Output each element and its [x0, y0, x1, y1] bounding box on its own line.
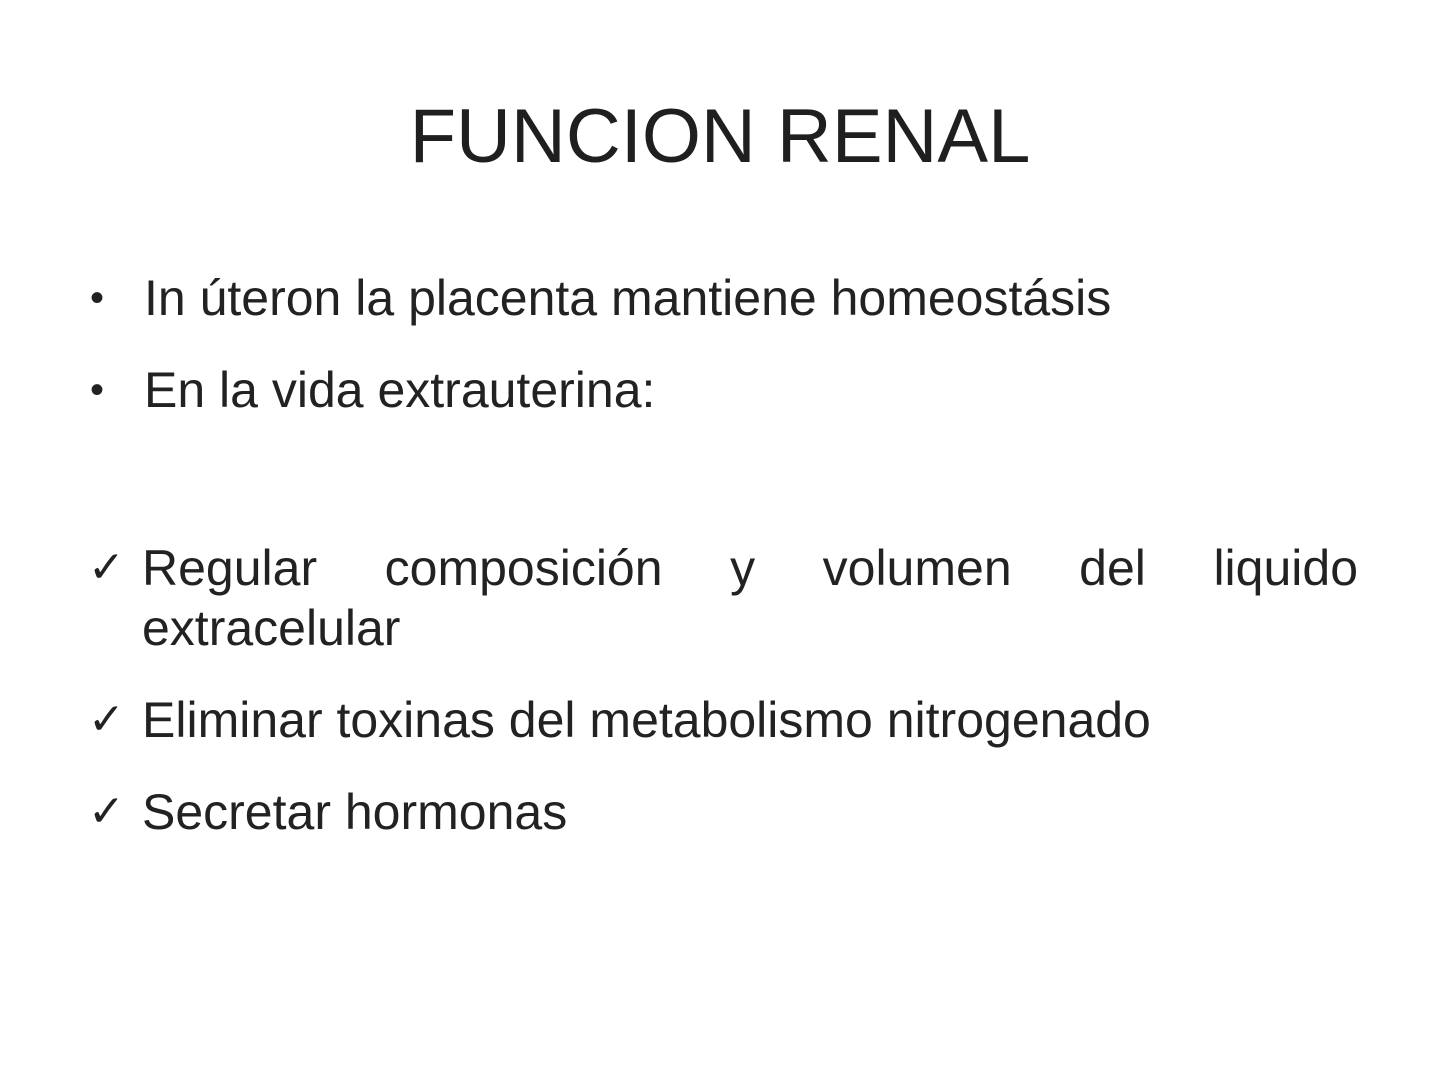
bullet-dot-icon: •	[90, 368, 105, 412]
check-text: Regular composición y volumen del liquido extracelular	[142, 540, 1358, 656]
bullet-dot-icon: •	[90, 276, 105, 320]
check-text: Secretar hormonas	[142, 784, 568, 840]
slide-title: FUNCION RENAL	[409, 94, 1031, 179]
check-item	[88, 690, 1358, 750]
bullet-text: En la vida extrauterina:	[144, 362, 656, 418]
checkmark-icon: ✓	[88, 694, 125, 745]
bullet-item	[88, 268, 1358, 328]
checkmark-icon: ✓	[88, 786, 125, 837]
check-text: Eliminar toxinas del metabolismo nitrogenado	[142, 692, 1151, 748]
bullet-item	[88, 360, 1358, 420]
bullet-text: In úteron la placenta mantiene homeostásis	[144, 270, 1112, 326]
checkmark-icon: ✓	[88, 542, 125, 593]
bullet-list	[88, 268, 1358, 842]
check-item	[88, 538, 1358, 658]
check-item	[88, 782, 1358, 842]
